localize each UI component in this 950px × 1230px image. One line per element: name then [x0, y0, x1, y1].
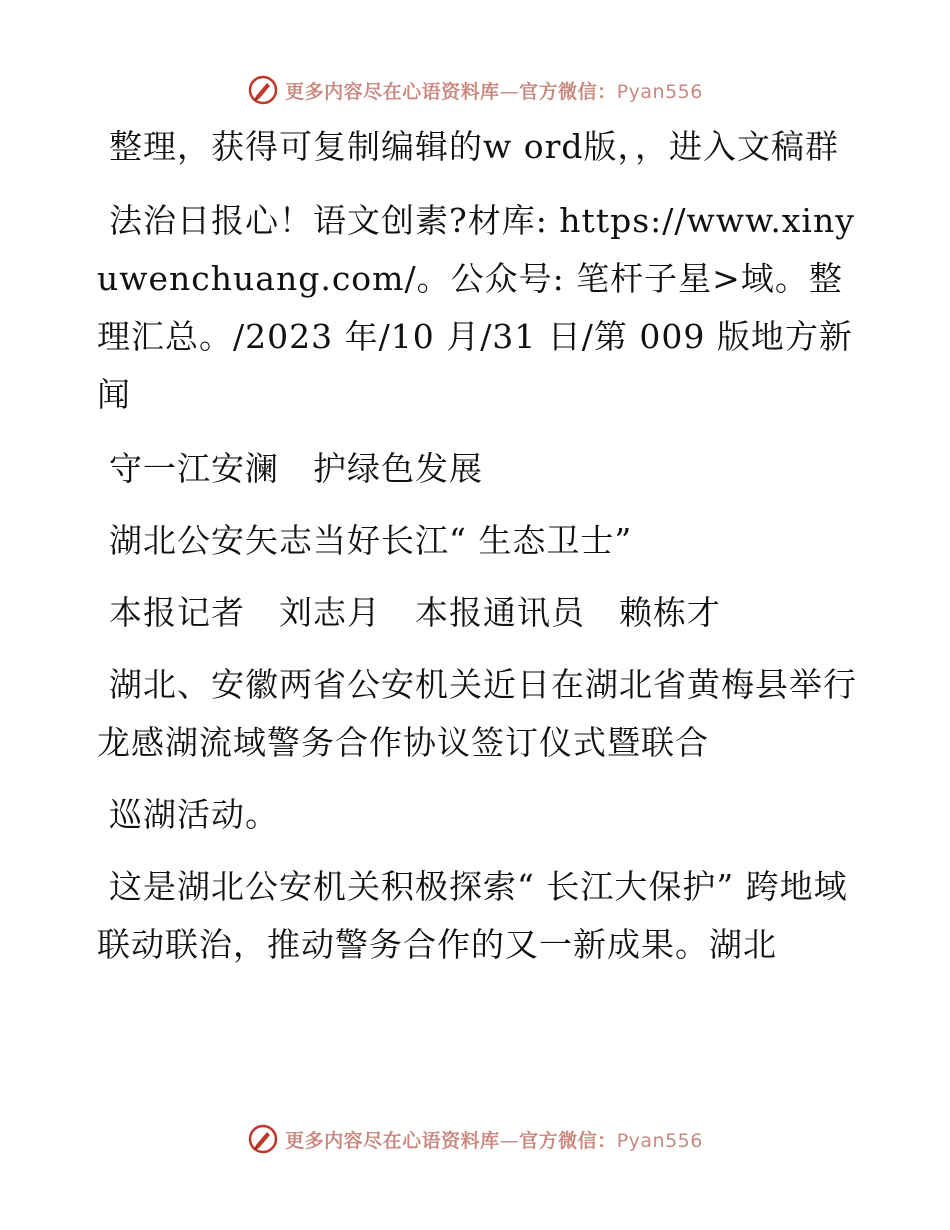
pen-circle-logo-icon [247, 1123, 279, 1155]
banner-text: 更多内容尽在心语资料库—官方微信：Pyan556 [285, 80, 703, 103]
footer-banner [0, 1119, 950, 1159]
paragraph: 整理，获得可复制编辑的w ord版，，进入文稿群 [109, 127, 840, 166]
banner-text: 更多内容尽在心语资料库—官方微信：Pyan556 [285, 1129, 703, 1152]
article-subtitle: 湖北公安矢志当好长江“ 生态卫士” [109, 521, 633, 560]
header-banner [0, 70, 950, 110]
paragraph: 这是湖北公安机关积极探索“ 长江大保护” 跨地域联动联治，推动警务合作的又一新成果。湖北 [97, 867, 848, 964]
article-title: 守一江安澜 护绿色发展 [109, 449, 483, 488]
paragraph: 巡湖活动。 [109, 795, 279, 834]
paragraph: 法治日报心！语文创素?材库: https://www.xinyuwenchuang.com/。公众号: 笔杆子星>域。整理汇总。/2023 年/10 月/31 日/第 009 版地方新闻 [97, 201, 855, 414]
paragraph: 湖北、安徽两省公安机关近日在湖北省黄梅县举行龙感湖流域警务合作协议签订仪式暨联合 [97, 665, 857, 762]
document-body [97, 118, 857, 990]
pen-circle-logo-icon [247, 74, 279, 106]
byline: 本报记者 刘志月 本报通讯员 赖栋才 [109, 593, 721, 632]
